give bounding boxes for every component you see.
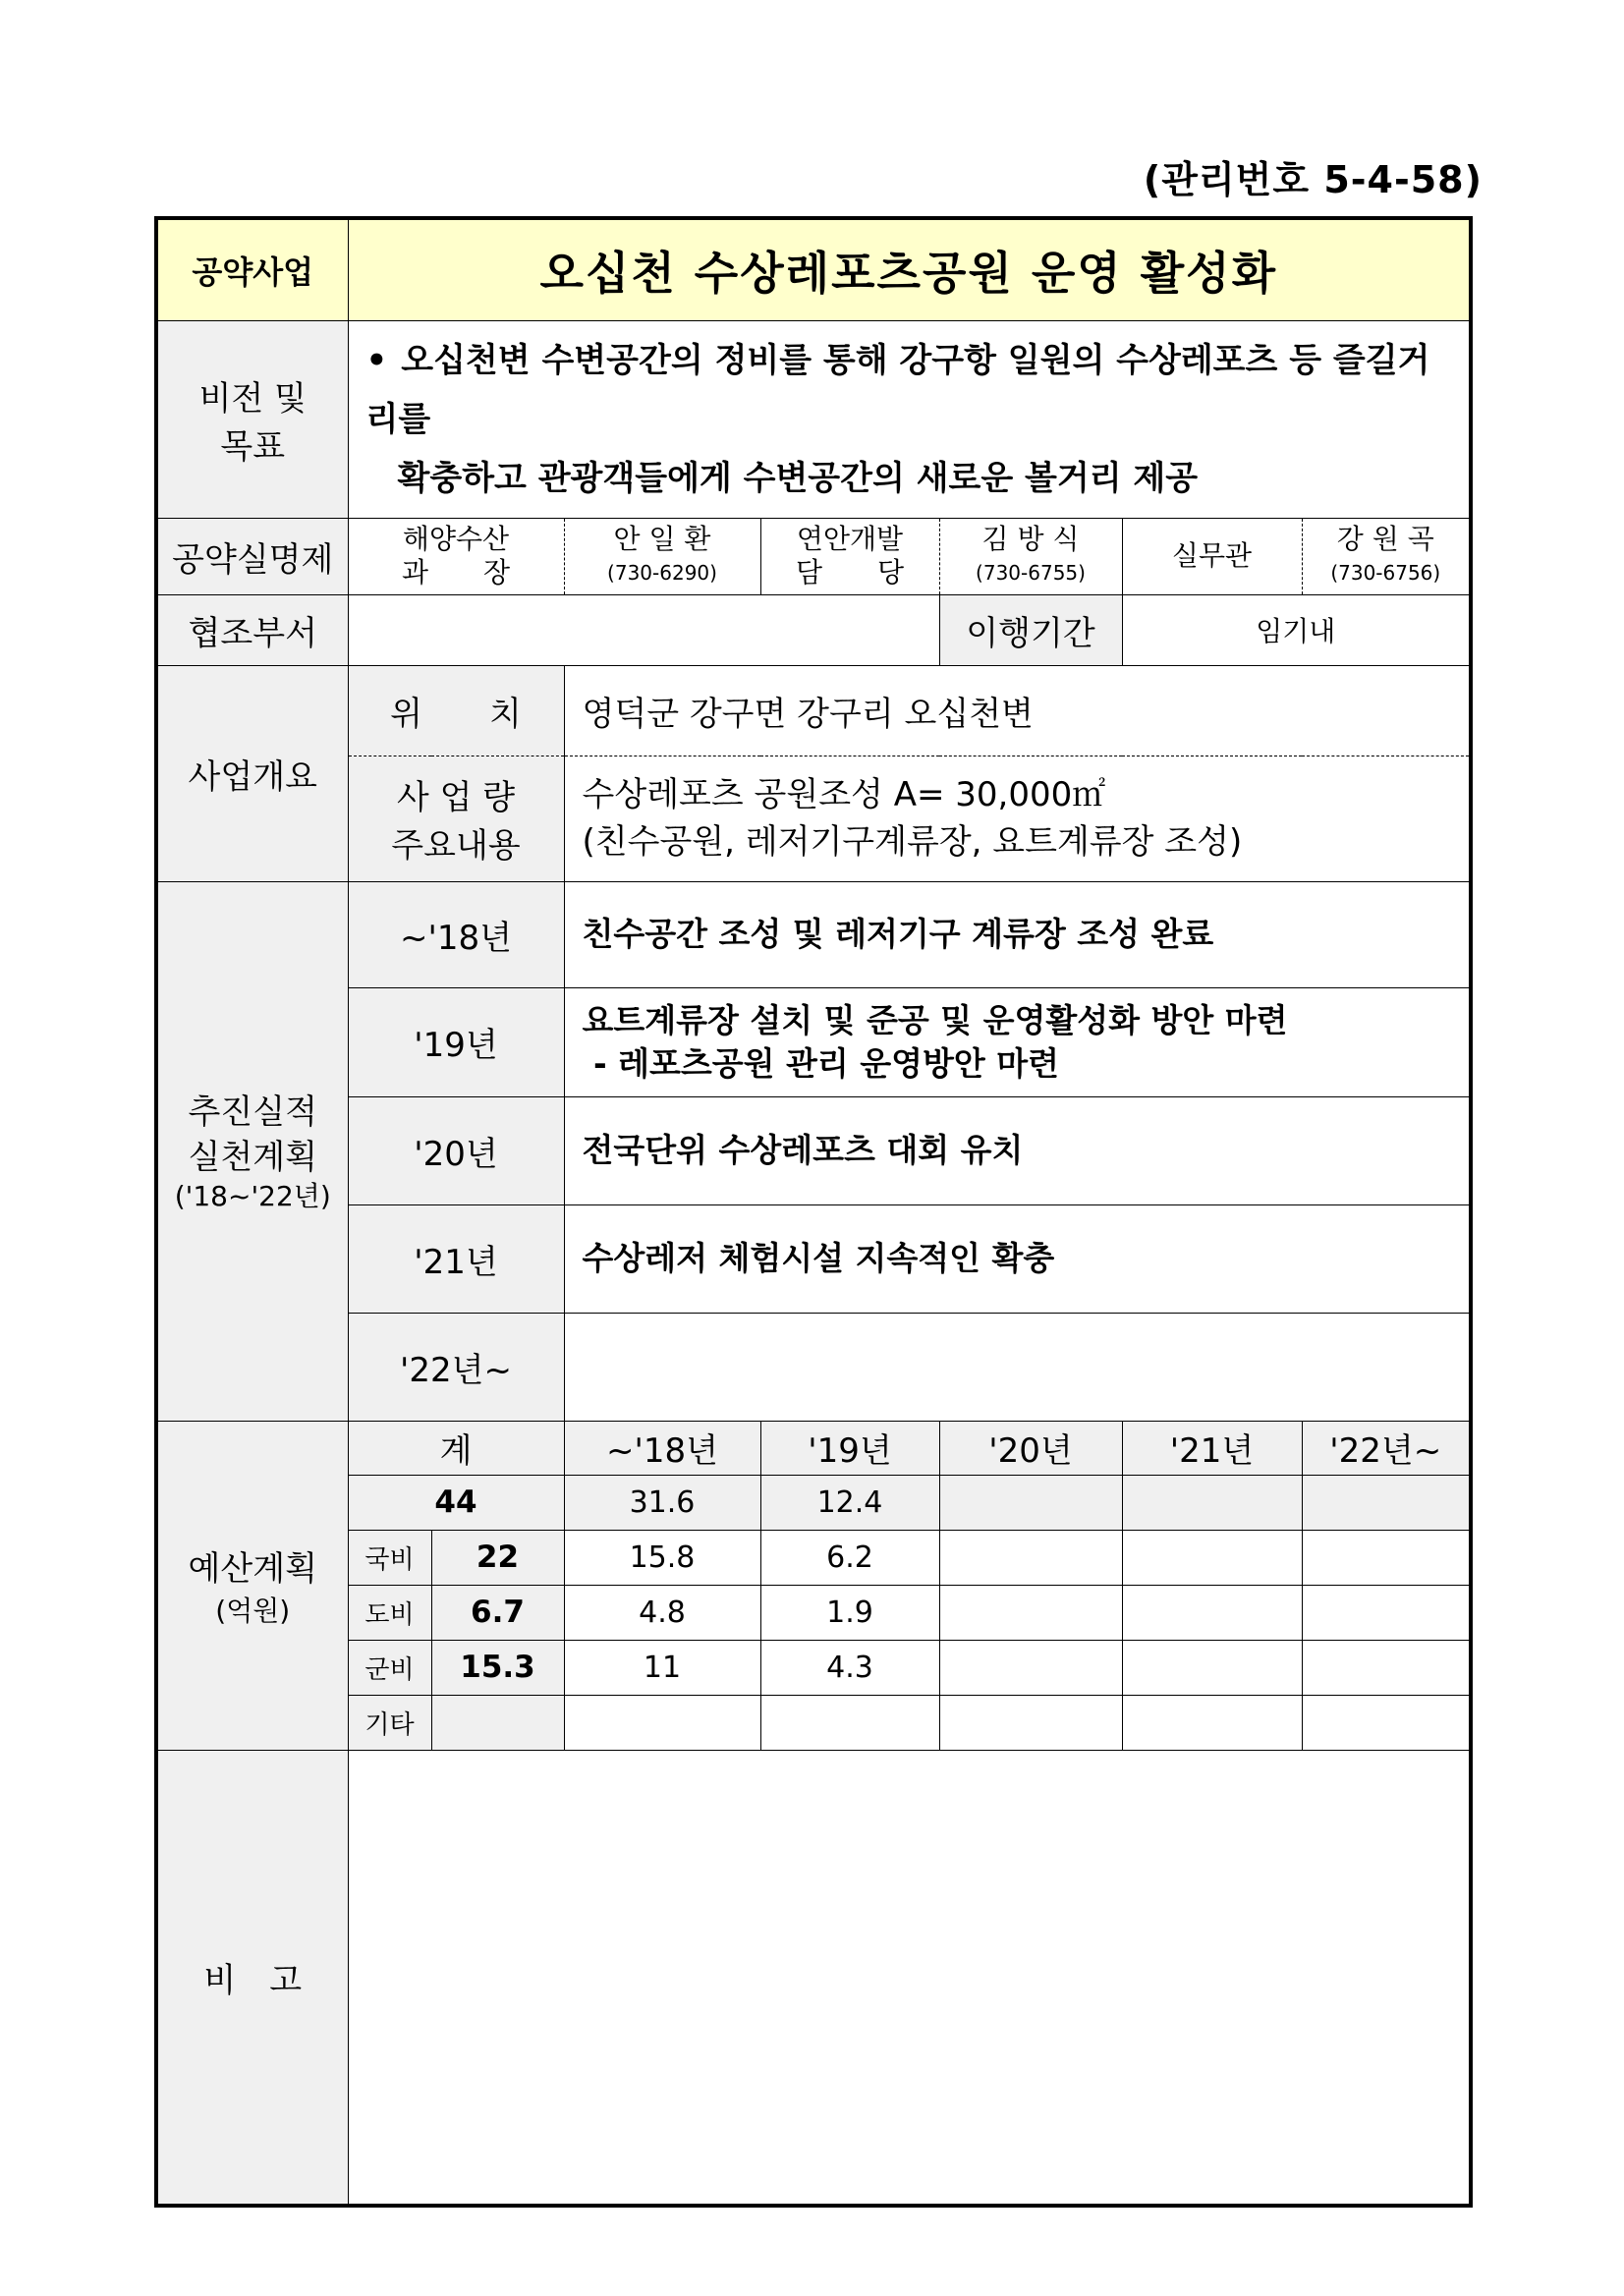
vision-text-1: 오십천변 수변공간의 정비를 통해 강구항 일원의 수상레포츠 등 즐길거리를 bbox=[365, 340, 1430, 439]
manager-title bbox=[760, 518, 939, 594]
budget-cell bbox=[1122, 1695, 1302, 1750]
progress-text-1: 요트계류장 설치 및 준공 및 운영활성화 방안 마련 bbox=[582, 1000, 1288, 1039]
staff-phone: (730-6756) bbox=[1330, 561, 1441, 585]
manager-title-1: 연안개발 bbox=[796, 523, 904, 555]
budget-label-2: (억원) bbox=[215, 1595, 291, 1627]
staff-name: 강 원 곡 bbox=[1336, 523, 1434, 555]
director-title bbox=[348, 518, 564, 594]
staff-name-cell bbox=[1302, 518, 1471, 594]
progress-year: ~'18년 bbox=[348, 881, 564, 987]
budget-cell: 1.9 bbox=[760, 1585, 939, 1640]
budget-col-header: '21년 bbox=[1122, 1421, 1302, 1475]
scope-label-2: 주요내용 bbox=[391, 826, 521, 866]
director-name: 안 일 환 bbox=[613, 523, 711, 555]
progress-text-1: 전국단위 수상레포츠 대회 유치 bbox=[582, 1131, 1024, 1169]
budget-cell: 15.8 bbox=[564, 1530, 760, 1585]
budget-total-cell: 12.4 bbox=[760, 1475, 939, 1530]
budget-cell: 4.8 bbox=[564, 1585, 760, 1640]
director-title-1: 해양수산 bbox=[402, 523, 510, 555]
remarks-value bbox=[348, 1750, 1471, 2206]
progress-text bbox=[564, 1204, 1471, 1313]
budget-total-cell: 31.6 bbox=[564, 1475, 760, 1530]
progress-label bbox=[156, 881, 348, 1421]
progress-label-3: ('18~'22년) bbox=[174, 1179, 331, 1212]
vision-line-2: 확충하고 관광객들에게 수변공간의 새로운 볼거리 제공 bbox=[397, 458, 1199, 498]
budget-source: 군비 bbox=[348, 1640, 431, 1695]
remarks-label: 비 고 bbox=[156, 1750, 348, 2206]
overview-scope-row bbox=[156, 756, 1471, 881]
cooperation-label: 협조부서 bbox=[156, 594, 348, 665]
progress-year: '20년 bbox=[348, 1096, 564, 1204]
budget-total-cell bbox=[1302, 1475, 1471, 1530]
vision-label bbox=[156, 320, 348, 518]
budget-cell: 11 bbox=[564, 1640, 760, 1695]
budget-col-header: 계 bbox=[348, 1421, 564, 1475]
scope-value-2: (친수공원, 레저기구계류장, 요트계류장 조성) bbox=[582, 822, 1243, 862]
progress-row bbox=[156, 987, 1471, 1096]
budget-cell: 6.2 bbox=[760, 1530, 939, 1585]
budget-cell bbox=[564, 1695, 760, 1750]
budget-source-row bbox=[156, 1695, 1471, 1750]
period-value: 임기내 bbox=[1122, 594, 1471, 665]
budget-cell bbox=[760, 1695, 939, 1750]
progress-row bbox=[156, 1204, 1471, 1313]
scope-label-1: 사 업 량 bbox=[396, 778, 516, 817]
progress-text bbox=[564, 987, 1471, 1096]
cooperation-value bbox=[348, 594, 939, 665]
progress-row bbox=[156, 1096, 1471, 1204]
budget-col-header: '19년 bbox=[760, 1421, 939, 1475]
progress-label-1: 추진실적 bbox=[188, 1092, 317, 1132]
progress-text-1: 수상레저 체험시설 지속적인 확충 bbox=[582, 1239, 1055, 1277]
budget-source-sum: 22 bbox=[431, 1530, 564, 1585]
scope-label bbox=[348, 756, 564, 881]
budget-header-row bbox=[156, 1421, 1471, 1475]
director-name-cell bbox=[564, 518, 760, 594]
budget-cell bbox=[1302, 1695, 1471, 1750]
progress-year: '22년~ bbox=[348, 1313, 564, 1421]
budget-cell bbox=[1302, 1585, 1471, 1640]
scope-value-1: 수상레포츠 공원조성 A= 30,000㎡ bbox=[582, 775, 1106, 814]
progress-text-2: - 레포츠공원 관리 운영방안 마련 bbox=[582, 1043, 1060, 1083]
manager-phone: (730-6755) bbox=[976, 561, 1086, 585]
vision-line-1 bbox=[366, 331, 1452, 449]
vision-content bbox=[348, 320, 1471, 518]
vision-row bbox=[156, 320, 1471, 518]
remarks-row bbox=[156, 1750, 1471, 2206]
scope-value bbox=[564, 756, 1471, 881]
director-phone: (730-6290) bbox=[607, 561, 717, 585]
overview-label: 사업개요 bbox=[156, 665, 348, 881]
manager-name: 김 방 식 bbox=[981, 523, 1080, 555]
budget-col-header: ~'18년 bbox=[564, 1421, 760, 1475]
budget-cell bbox=[939, 1530, 1122, 1585]
officials-label: 공약실명제 bbox=[156, 518, 348, 594]
budget-source-sum: 6.7 bbox=[431, 1585, 564, 1640]
budget-source: 국비 bbox=[348, 1530, 431, 1585]
budget-source-row bbox=[156, 1640, 1471, 1695]
progress-year: '21년 bbox=[348, 1204, 564, 1313]
budget-cell bbox=[1122, 1640, 1302, 1695]
budget-label-1: 예산계획 bbox=[188, 1549, 317, 1589]
title-row bbox=[156, 218, 1471, 320]
management-number: (관리번호 5-4-58) bbox=[1143, 158, 1483, 201]
progress-label-2: 실천계획 bbox=[188, 1137, 317, 1177]
budget-col-header: '20년 bbox=[939, 1421, 1122, 1475]
progress-row bbox=[156, 881, 1471, 987]
director-title-2: 과 장 bbox=[401, 556, 511, 588]
staff-title: 실무관 bbox=[1122, 518, 1302, 594]
budget-total-sum: 44 bbox=[348, 1475, 564, 1530]
progress-text bbox=[564, 1096, 1471, 1204]
pledge-label: 공약사업 bbox=[156, 218, 348, 320]
budget-source-sum bbox=[431, 1695, 564, 1750]
budget-total-cell bbox=[939, 1475, 1122, 1530]
progress-row bbox=[156, 1313, 1471, 1421]
pledge-title: 오십천 수상레포츠공원 운영 활성화 bbox=[348, 218, 1471, 320]
budget-total-row bbox=[156, 1475, 1471, 1530]
budget-cell: 4.3 bbox=[760, 1640, 939, 1695]
budget-source: 도비 bbox=[348, 1585, 431, 1640]
pledge-project-table bbox=[154, 216, 1473, 2208]
budget-source-row bbox=[156, 1585, 1471, 1640]
location-value: 영덕군 강구면 강구리 오십천변 bbox=[564, 665, 1471, 756]
budget-cell bbox=[1122, 1530, 1302, 1585]
progress-text bbox=[564, 881, 1471, 987]
progress-text-1: 친수공간 조성 및 레저기구 계류장 조성 완료 bbox=[582, 915, 1214, 953]
budget-label bbox=[156, 1421, 348, 1750]
progress-text bbox=[564, 1313, 1471, 1421]
location-label: 위 치 bbox=[348, 665, 564, 756]
budget-cell bbox=[1302, 1640, 1471, 1695]
bullet-icon: • bbox=[365, 340, 388, 380]
budget-cell bbox=[939, 1640, 1122, 1695]
budget-source-row bbox=[156, 1530, 1471, 1585]
budget-total-cell bbox=[1122, 1475, 1302, 1530]
cooperation-row bbox=[156, 594, 1471, 665]
officials-row bbox=[156, 518, 1471, 594]
vision-label-line1: 비전 및 bbox=[198, 378, 307, 419]
overview-location-row bbox=[156, 665, 1471, 756]
budget-cell bbox=[1302, 1530, 1471, 1585]
budget-cell bbox=[939, 1695, 1122, 1750]
budget-col-header: '22년~ bbox=[1302, 1421, 1471, 1475]
budget-cell bbox=[939, 1585, 1122, 1640]
vision-label-line2: 목표 bbox=[220, 426, 286, 467]
period-label: 이행기간 bbox=[939, 594, 1122, 665]
manager-name-cell bbox=[939, 518, 1122, 594]
progress-year: '19년 bbox=[348, 987, 564, 1096]
budget-cell bbox=[1122, 1585, 1302, 1640]
manager-title-2: 담 당 bbox=[795, 556, 905, 588]
budget-source-sum: 15.3 bbox=[431, 1640, 564, 1695]
budget-source: 기타 bbox=[348, 1695, 431, 1750]
